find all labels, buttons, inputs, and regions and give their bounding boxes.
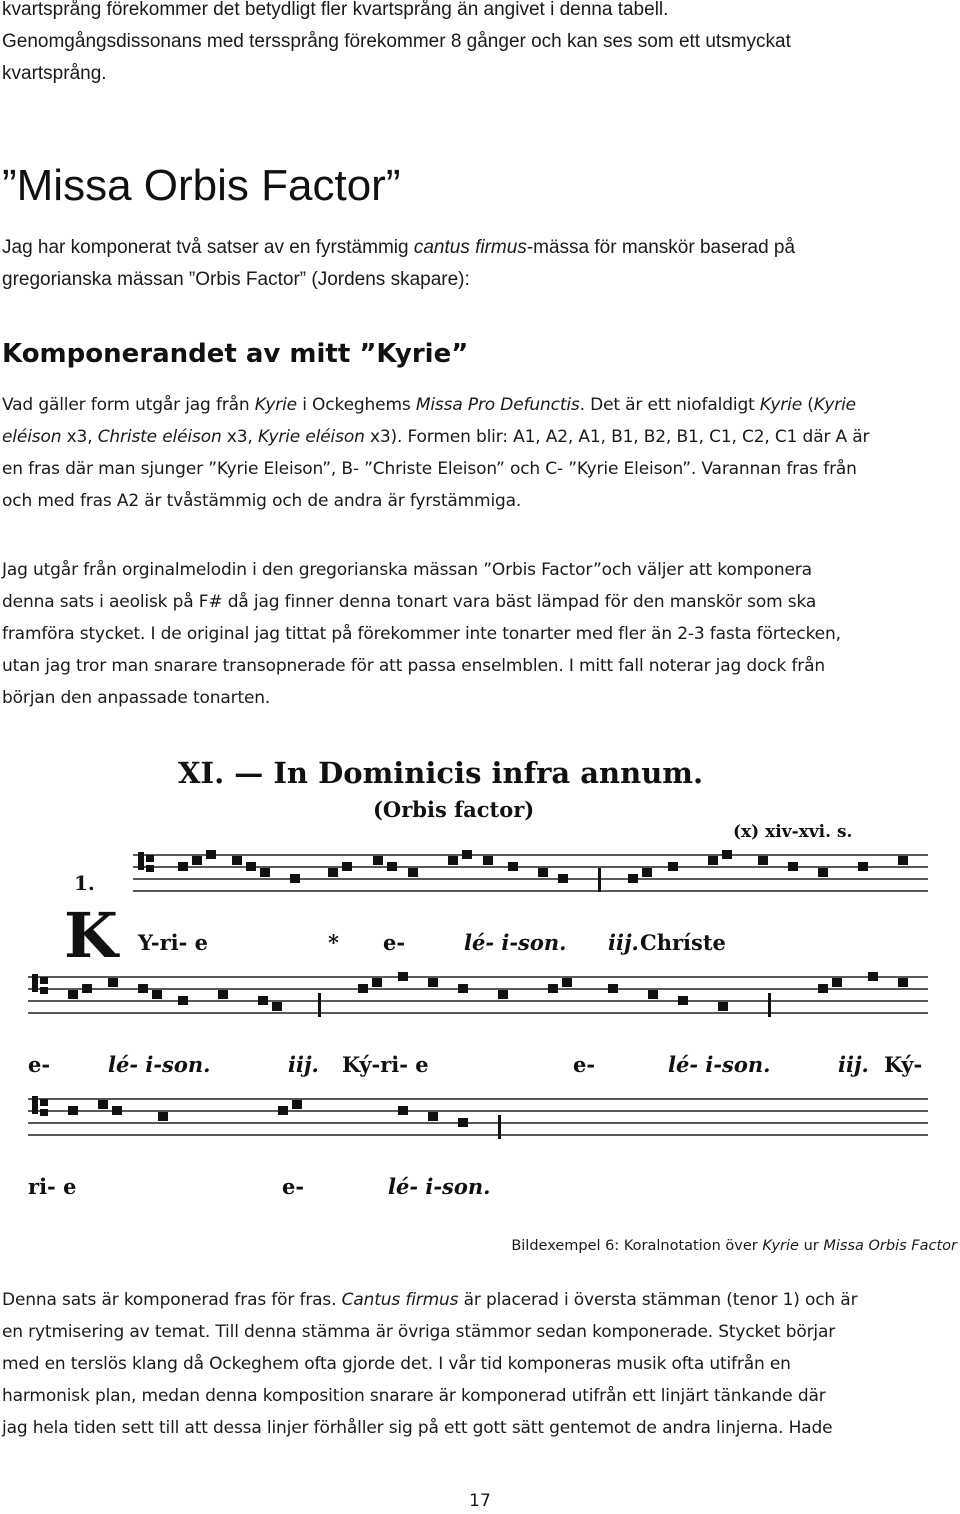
paragraph-line: början den anpassade tonarten. bbox=[2, 688, 271, 708]
initial-letter: K bbox=[64, 899, 118, 972]
paragraph-line: och med fras A2 är tvåstämmig och de andra är fyrstämmiga. bbox=[2, 491, 522, 511]
lyric-syllable: Chríste bbox=[640, 930, 726, 955]
lead-line bbox=[2, 232, 795, 264]
lyric-syllable: Ký-ri- e bbox=[342, 1052, 429, 1077]
chant-number: 1. bbox=[74, 871, 95, 895]
intro-line: Genomgångsdissonans med terssprång förekommer 8 gånger och kan ses som ett utsmyckat bbox=[2, 31, 791, 52]
intro-paragraph bbox=[2, 0, 791, 90]
text: x3, bbox=[61, 427, 98, 447]
lyric-syllable: lé- i-son. bbox=[668, 1052, 771, 1077]
emphasis: Missa Orbis Factor bbox=[823, 1238, 957, 1254]
emphasis: Kyrie bbox=[813, 395, 856, 415]
paragraph-line: utan jag tror man snarare transopnerade för att passa enselmblen. I mitt fall noterar jag dock från bbox=[2, 656, 826, 676]
staff-1 bbox=[133, 855, 928, 891]
score-reference: (x) xiv-xvi. s. bbox=[733, 822, 853, 842]
emphasis: cantus firmus bbox=[413, 237, 527, 258]
figure-caption bbox=[511, 1235, 957, 1257]
lyric-syllable: iij. bbox=[288, 1052, 319, 1077]
emphasis: Cantus firmus bbox=[341, 1290, 459, 1310]
lyric-syllable: lé- i-son. bbox=[464, 930, 567, 955]
emphasis: Christe eléison bbox=[97, 427, 222, 447]
text: -mässa för manskör baserad på bbox=[526, 237, 796, 258]
paragraph-line: Jag utgår från orginalmelodin i den gregorianska mässan ”Orbis Factor”och väljer att komponera bbox=[2, 560, 812, 580]
lyric-syllable: lé- i-son. bbox=[108, 1052, 211, 1077]
lyric-syllable: Y-ri- e bbox=[138, 930, 209, 955]
lyric-syllable: e- bbox=[282, 1174, 305, 1199]
intro-line: kvartsprång. bbox=[2, 63, 107, 84]
text: x3). Formen blir: A1, A2, A1, B1, B2, B1, C1, C2, C1 där A är bbox=[364, 427, 870, 447]
lead-paragraph bbox=[2, 232, 795, 296]
lead-line: gregorianska mässan ”Orbis Factor” (Jordens skapare): bbox=[2, 269, 470, 290]
text: . Det är ett niofaldigt bbox=[579, 395, 760, 415]
score-heading: XI. — In Dominicis infra annum. bbox=[178, 756, 704, 790]
paragraph-line bbox=[2, 389, 869, 421]
lyric-syllable: e- bbox=[573, 1052, 596, 1077]
emphasis: Missa Pro Defunctis bbox=[415, 395, 580, 415]
paragraph-line: med en terslös klang då Ockeghem ofta gjorde det. I vår tid komponeras musik ofta utifrån en bbox=[2, 1354, 791, 1374]
text: ur bbox=[798, 1238, 824, 1254]
text: ( bbox=[802, 395, 814, 415]
paragraph-line: harmonisk plan, medan denna komposition snarare är komponerad utifrån ett linjärt tänkande där bbox=[2, 1386, 826, 1406]
text: Denna sats är komponerad fras för fras. bbox=[2, 1290, 342, 1310]
emphasis: Kyrie bbox=[762, 1238, 799, 1254]
text: x3, bbox=[221, 427, 258, 447]
staff-2 bbox=[28, 977, 928, 1013]
lyric-syllable: Ký- bbox=[884, 1052, 923, 1077]
text: Bildexempel 6: Koralnotation över bbox=[511, 1238, 763, 1254]
lyric-syllable: ri- e bbox=[28, 1174, 77, 1199]
text: i Ockeghems bbox=[296, 395, 416, 415]
text: Vad gäller form utgår jag från bbox=[2, 395, 255, 415]
text: är placerad i översta stämman (tenor 1) och är bbox=[458, 1290, 858, 1310]
lyric-syllable: e- bbox=[28, 1052, 51, 1077]
paragraph-line: framföra stycket. I de original jag tittat på förekommer inte tonarter med fler än 2-3 fasta förtecken, bbox=[2, 624, 841, 644]
lyric-syllable: lé- i-son. bbox=[388, 1174, 491, 1199]
paragraph-line bbox=[2, 421, 869, 453]
lyric-syllable: * bbox=[328, 930, 339, 955]
paragraph-line: en fras där man sjunger ”Kyrie Eleison”, B- ”Christe Eleison” och C- ”Kyrie Eleison”. Varannan fras från bbox=[2, 459, 857, 479]
section-title: ”Missa Orbis Factor” bbox=[2, 161, 401, 210]
tonality-paragraph bbox=[2, 554, 841, 714]
paragraph-line: jag hela tiden sett till att dessa linjer förhåller sig på ett gott sätt gentemot de andra linjerna. Hade bbox=[2, 1418, 833, 1438]
neumes bbox=[32, 850, 908, 1139]
page-number: 17 bbox=[469, 1491, 491, 1511]
subsection-title: Komponerandet av mitt ”Kyrie” bbox=[2, 339, 469, 369]
lyric-syllable: iij. bbox=[838, 1052, 869, 1077]
form-paragraph bbox=[2, 389, 869, 517]
text: Jag har komponerat två satser av en fyrstämmig bbox=[2, 237, 414, 258]
emphasis: Kyrie bbox=[254, 395, 297, 415]
lyrics bbox=[28, 930, 922, 1199]
paragraph-line bbox=[2, 1284, 857, 1316]
score-subheading: (Orbis factor) bbox=[373, 797, 535, 822]
emphasis: Kyrie eléison bbox=[257, 427, 365, 447]
paragraph-line: en rytmisering av temat. Till denna stämma är övriga stämmor sedan komponerade. Stycket börjar bbox=[2, 1322, 836, 1342]
emphasis: eléison bbox=[2, 427, 62, 447]
paragraph-line: denna sats i aeolisk på F# då jag finner denna tonart vara bäst lämpad för den manskör som ska bbox=[2, 592, 817, 612]
intro-line: kvartsprång förekommer det betydligt fler kvartsprång än angivet i denna tabell. bbox=[2, 0, 669, 20]
composition-paragraph bbox=[2, 1284, 857, 1444]
emphasis: Kyrie bbox=[759, 395, 803, 415]
lyric-syllable: e- bbox=[383, 930, 406, 955]
chant-notation-figure bbox=[28, 745, 928, 1215]
lyric-syllable: iij. bbox=[608, 930, 639, 955]
